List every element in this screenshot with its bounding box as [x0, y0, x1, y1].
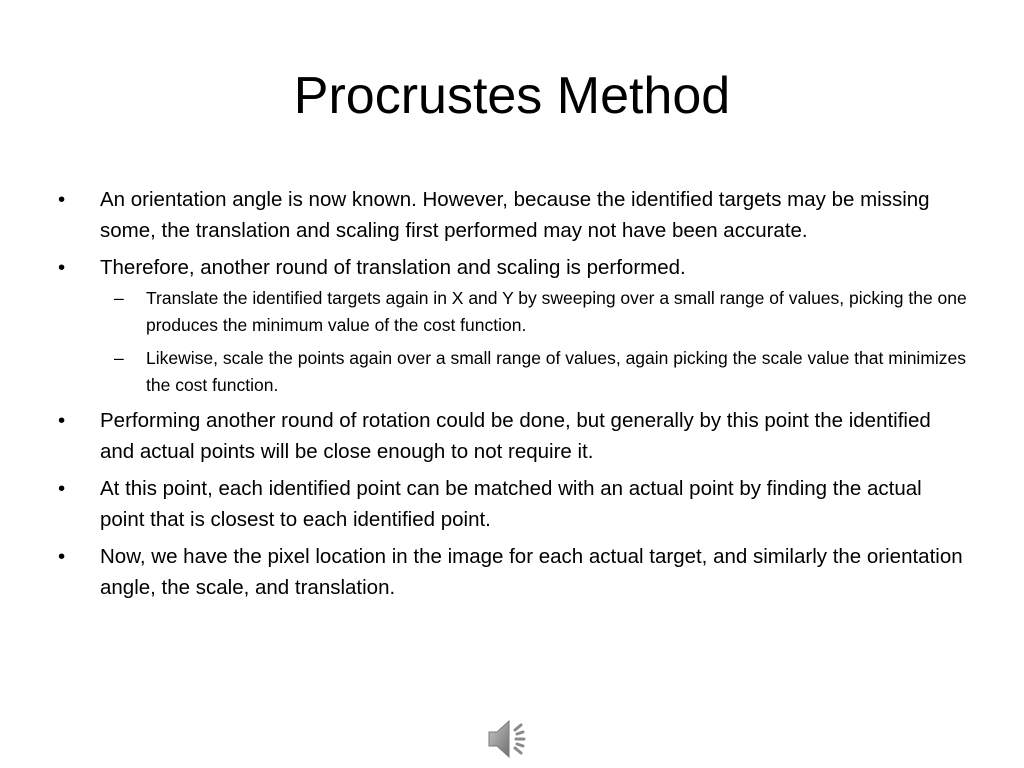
bullet-marker: • — [58, 477, 66, 500]
bullet-item — [58, 252, 970, 399]
bullet-item — [58, 184, 970, 246]
bullet-text: Performing another round of rotation could be done, but generally by this point the identified and actual points will be close enough to not require it. — [100, 409, 931, 463]
dash-marker: – — [114, 348, 124, 368]
sub-bullet-item — [100, 285, 970, 339]
sub-bullet-text: Translate the identified targets again in X and Y by sweeping over a small range of values, picking the one produces the minimum value of the cost function. — [146, 288, 967, 335]
bullet-marker: • — [58, 256, 66, 279]
bullet-text: Now, we have the pixel location in the image for each actual target, and similarly the orientation angle, the scale, and translation. — [100, 545, 963, 599]
bullet-item — [58, 405, 970, 467]
bullet-item — [58, 473, 970, 535]
slide-title: Procrustes Method — [293, 67, 731, 125]
bullet-item — [58, 541, 970, 603]
sub-bullet-text: Likewise, scale the points again over a small range of values, again picking the scale value that minimizes the cost function. — [146, 348, 967, 395]
speaker-icon[interactable] — [486, 716, 538, 762]
bullet-marker: • — [58, 188, 66, 211]
bullet-list — [58, 184, 970, 609]
bullet-text: Therefore, another round of translation and scaling is performed. — [100, 256, 686, 279]
bullet-marker: • — [58, 409, 66, 432]
bullet-text: At this point, each identified point can be matched with an actual point by finding the actual point that is closest to each identified point. — [100, 477, 922, 531]
dash-marker: – — [114, 288, 124, 308]
bullet-marker: • — [58, 545, 66, 568]
bullet-text: An orientation angle is now known. However, because the identified targets may be missing some, the translation and scaling first performed may not have been accurate. — [100, 188, 930, 242]
sub-bullet-list — [100, 285, 970, 399]
sub-bullet-item — [100, 345, 970, 399]
